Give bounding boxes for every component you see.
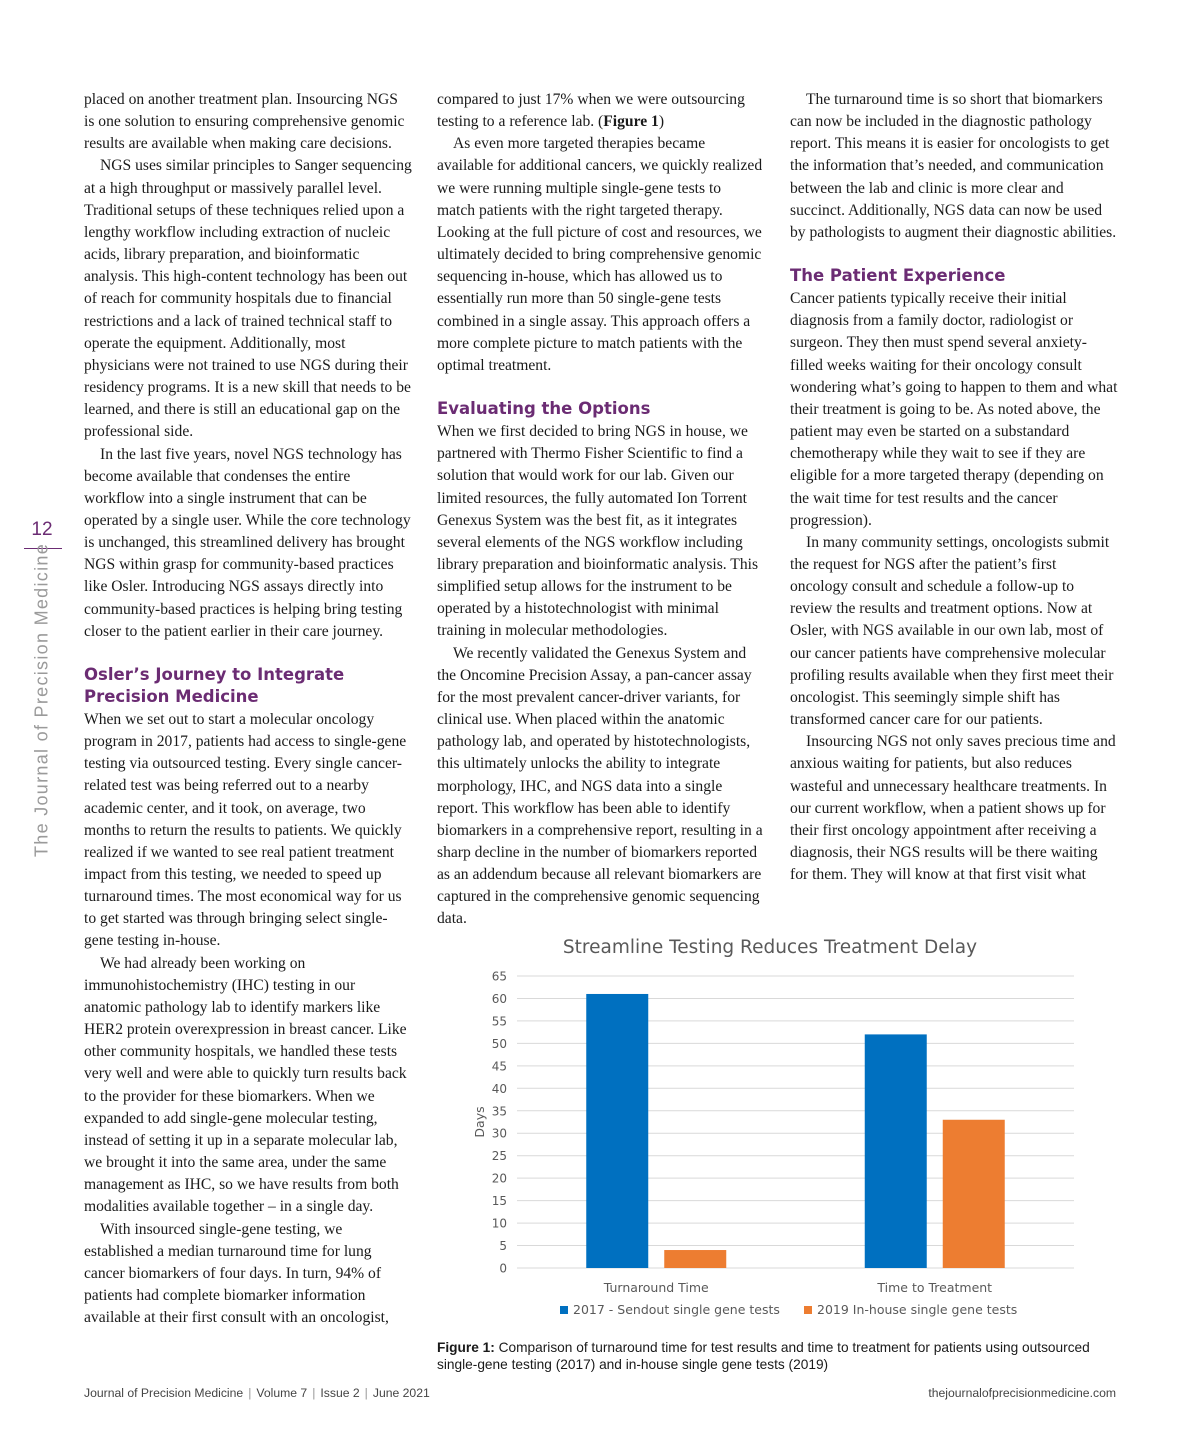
bar-2017-turnaround <box>586 994 648 1268</box>
y-tick-label: 25 <box>491 1149 507 1164</box>
y-tick-label: 65 <box>491 969 507 984</box>
y-tick-label: 35 <box>491 1104 507 1119</box>
footer-separator: | <box>364 1386 368 1400</box>
paragraph: We had already been working on immunohistochemistry (IHC) testing in our anatomic pathology lab to identify markers like HER2 protein overexpression in breast cancer. Like other community hospitals, we handled these tests very well and were able to quickly turn results back to the provider for these biomarkers. When we expanded to add single-gene molecular testing, instead of setting it up in a separate molecular lab, we brought it into the same area, under the same management as IHC, so we have results from both modalities available together – in a single day. <box>84 954 407 1216</box>
chart-bars <box>586 994 1005 1268</box>
section-heading-oslers-journey: Osler’s Journey to Integrate Precision Medicine <box>84 664 345 706</box>
figure-reference: Figure 1 <box>603 113 659 131</box>
text-column-1 <box>84 89 412 1329</box>
paragraph: In many community settings, oncologists submit the request for NGS after the patient’s first oncology consult and schedule a follow-up to review the results and treatment options. Now at Osler, with NGS available in our own lab, most of our cancer patients have comprehensive molecular profiling results available when they first meet their oncologist. This seemingly simple shift has transformed cancer care for our patients. <box>790 533 1114 729</box>
y-tick-label: 55 <box>491 1014 507 1029</box>
y-tick-label: 30 <box>491 1126 507 1141</box>
bar-2019-turnaround <box>664 1250 726 1268</box>
paragraph: Cancer patients typically receive their initial diagnosis from a family doctor, radiologist or surgeon. They then must spend several anxiety-filled weeks waiting for their oncology consult wondering what’s going to happen to them and what their treatment is going to be. As noted above, the patient may even be started on a substandard chemotherapy while they wait to see if they are eligible for a more targeted therapy (depending on the wait time for test results and the cancer progression). <box>790 290 1118 529</box>
y-tick-label: 10 <box>491 1216 507 1231</box>
footer-website[interactable]: thejournalofprecisionmedicine.com <box>928 1386 1116 1400</box>
text-column-3 <box>790 89 1118 886</box>
paragraph: With insourced single-gene testing, we established a median turnaround time for lung cancer biomarkers of four days. In turn, 94% of patients had complete biomarker information available at their first consult with an oncologist, <box>84 1220 389 1327</box>
paragraph-text: compared to just 17% when we were outsourcing testing to a reference lab. ( <box>437 91 745 131</box>
y-tick-label: 0 <box>499 1261 507 1276</box>
paragraph-text: ) <box>658 113 665 131</box>
legend-swatch <box>804 1306 812 1314</box>
paragraph: NGS uses similar principles to Sanger sequencing at a high throughput or massively parallel level. Traditional setups of these techniques relied upon a lengthy workflow including extraction of nucleic acids, library preparation, and bioinformatic analysis. This high-content technology has been out of reach for community hospitals due to financial restrictions and a lack of trained technical staff to operate the equipment. Additionally, most physicians were not trained to use NGS during their residency programs. It is a new skill that needs to be learned, and there is still an educational gap on the professional side. <box>84 157 412 441</box>
section-heading-patient-experience: The Patient Experience <box>790 266 1006 286</box>
legend-label: 2019 In-house single gene tests <box>817 1302 1018 1317</box>
footer-date: June 2021 <box>372 1386 430 1400</box>
figure-caption <box>437 1339 1117 1373</box>
paragraph: When we first decided to bring NGS in house, we partnered with Thermo Fisher Scientific to find a solution that would work for our lab. Given our limited resources, the fully automated Ion Torrent Genexus System was the best fit, as it integrates several elements of the NGS workflow including library preparation and bioinformatic analysis. This simplified setup allows for the instrument to be operated by a histotechnologist with minimal training in molecular methodologies. <box>437 423 759 640</box>
paragraph: We recently validated the Genexus System and the Oncomine Precision Assay, a pan-cancer assay for the most prevalent cancer-driver variants, for clinical use. When placed within the anatomic pathology lab, and operated by histotechnologists, this ultimately unlocks the ability to integrate morphology, IHC, and NGS data into a single report. This workflow has been able to identify biomarkers in a comprehensive report, resulting in a sharp decline in the number of biomarkers reported as an addendum because all relevant biomarkers are captured in the comprehensive genomic sequencing data. <box>437 644 763 928</box>
y-tick-label: 20 <box>491 1171 507 1186</box>
paragraph <box>437 89 763 133</box>
chart-legend <box>560 1302 1017 1317</box>
chart-title: Streamline Testing Reduces Treatment Delay <box>562 937 978 958</box>
section-heading-evaluating-options: Evaluating the Options <box>437 399 651 419</box>
paragraph: Insourcing NGS not only saves precious time and anxious waiting for patients, but also reduces wasteful and unnecessary healthcare treatments. In our current workflow, when a patient shows up for their first oncology appointment after receiving a diagnosis, their NGS results will be there waiting for them. They will know at that first visit what <box>790 733 1116 884</box>
footer-separator: | <box>248 1386 252 1400</box>
x-tick-label: Time to Treatment <box>877 1280 993 1295</box>
figure-1-bar-chart <box>437 928 1117 1338</box>
footer-journal: Journal of Precision Medicine <box>84 1386 244 1400</box>
bar-2017-treatment <box>865 1034 927 1268</box>
journal-side-title-text: The Journal of Precision Medicine <box>31 542 52 858</box>
chart-x-ticks <box>603 1280 992 1295</box>
footer-volume: Volume 7 <box>256 1386 308 1400</box>
y-tick-label: 5 <box>499 1239 507 1254</box>
text-column-2 <box>437 89 763 931</box>
paragraph: placed on another treatment plan. Insourcing NGS is one solution to ensuring comprehensive genomic results are available when making care decisions. <box>84 91 405 153</box>
y-tick-label: 50 <box>491 1036 507 1051</box>
legend-label: 2017 - Sendout single gene tests <box>573 1302 780 1317</box>
paragraph: The turnaround time is so short that biomarkers can now be included in the diagnostic pathology report. This means it is easier for oncologists to get the information that’s needed, and communication between the lab and clinic is more clear and succinct. Additionally, NGS data can now be used by pathologists to augment their diagnostic abilities. <box>790 91 1117 241</box>
chart-y-ticks <box>492 970 507 1276</box>
bar-2019-treatment <box>943 1120 1005 1268</box>
footer-issue: Issue 2 <box>320 1386 360 1400</box>
page-number: 12 <box>31 519 53 540</box>
y-tick-label: 60 <box>491 991 507 1006</box>
paragraph: In the last five years, novel NGS technology has become available that condenses the entire workflow into a single instrument that can be operated by a single user. While the core technology is unchanged, this streamlined delivery has brought NGS within grasp for community-based practices like Osler. Introducing NGS assays directly into community-based practices is helping bring testing closer to the patient earlier in their care journey. <box>84 445 411 640</box>
y-tick-label: 45 <box>491 1059 507 1074</box>
figure-caption-text: Comparison of turnaround time for test results and time to treatment for patients using outsourced single-gene testing (2017) and in-house single gene tests (2019) <box>437 1340 1090 1372</box>
footer-separator: | <box>312 1386 316 1400</box>
paragraph: As even more targeted therapies became available for additional cancers, we quickly realized we were running multiple single-gene tests to match patients with the right targeted therapy. Looking at the full picture of cost and resources, we ultimately decided to bring comprehensive genomic sequencing in-house, which has allowed us to essentially run more than 50 single-gene tests combined in a single assay. This approach offers a more complete picture to match patients with the optimal treatment. <box>437 135 763 374</box>
y-tick-label: 15 <box>491 1194 507 1209</box>
paragraph: When we set out to start a molecular oncology program in 2017, patients had access to single-gene testing via outsourced testing. Every single cancer-related test was being referred out to a nearby academic center, and it took, on average, two months to return the results to patients. We quickly realized if we wanted to see real patient treatment impact from this testing, we needed to speed up turnaround times. The most economical way for us to get started was through bringing select single-gene testing in-house. <box>84 710 407 950</box>
figure-caption-label: Figure 1: <box>437 1340 495 1355</box>
chart-svg <box>437 928 1117 1338</box>
legend-swatch <box>560 1306 568 1314</box>
chart-y-axis-label: Days <box>472 1106 487 1138</box>
y-tick-label: 40 <box>491 1081 507 1096</box>
x-tick-label: Turnaround Time <box>603 1280 709 1295</box>
footer-journal-info <box>84 1386 430 1400</box>
